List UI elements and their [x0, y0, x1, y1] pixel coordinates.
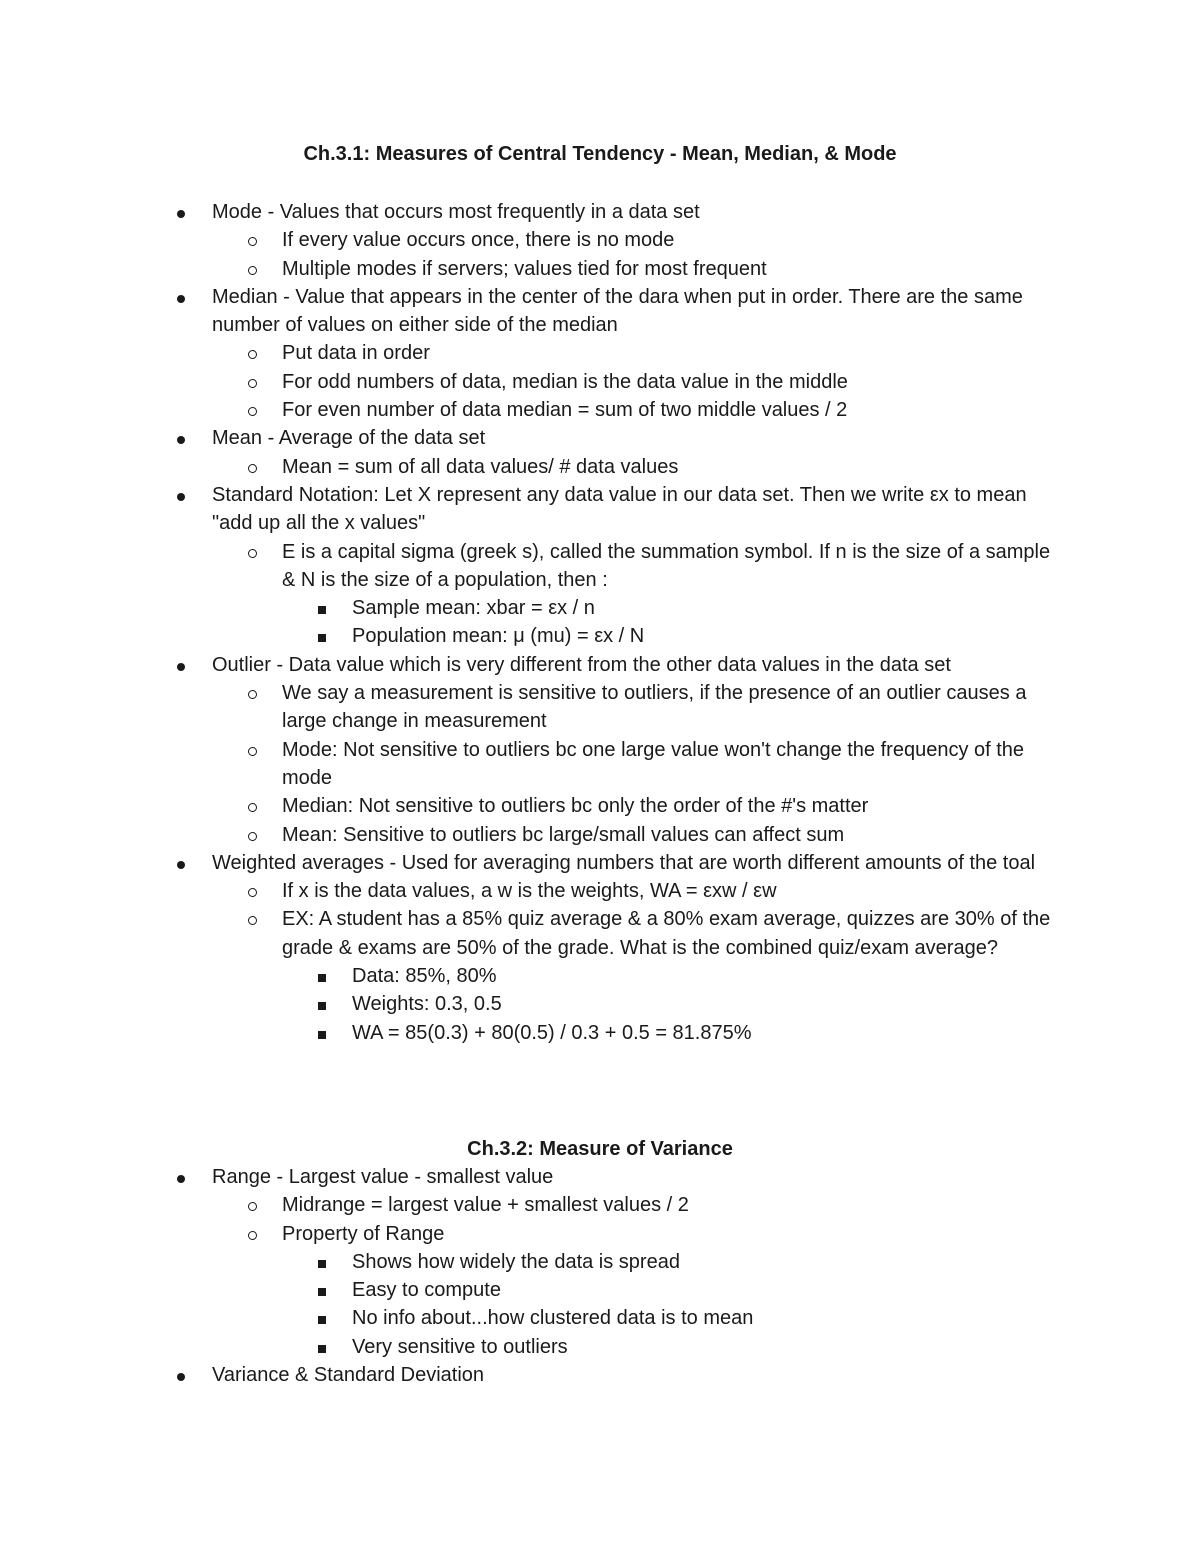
circle-bullet-icon: [248, 453, 257, 481]
square-bullet-icon: [318, 1304, 326, 1332]
list-item-text: EX: A student has a 85% quiz average & a 80% exam average, quizzes are 30% of the grade & exams are 50% of the grade. What is the combined quiz/exam average?: [282, 908, 1051, 959]
list-item-text: Mode: Not sensitive to outliers bc one large value won't change the frequency of the mode: [282, 738, 1025, 789]
list-item: [0, 255, 1062, 283]
list-item-text: We say a measurement is sensitive to outliers, if the presence of an outlier causes a large change in measurement: [282, 682, 1027, 733]
list-item-text: Median: Not sensitive to outliers bc only the order of the #'s matter: [282, 795, 869, 818]
list-item-text: For odd numbers of data, median is the data value in the middle: [282, 370, 848, 393]
list-item: [0, 792, 1062, 820]
list-item-text: Very sensitive to outliers: [352, 1335, 568, 1358]
list-item: [0, 1361, 1062, 1389]
circle-bullet-icon: [248, 821, 257, 849]
list-item-text: Weighted averages - Used for averaging numbers that are worth different amounts of the toal: [212, 851, 1036, 874]
list-item-text: For even number of data median = sum of two middle values / 2: [282, 399, 848, 422]
square-bullet-icon: [318, 594, 326, 622]
list-item-text: Put data in order: [282, 342, 430, 365]
list-item-text: WA = 85(0.3) + 80(0.5) / 0.3 + 0.5 = 81.875%: [352, 1021, 752, 1044]
list-item-text: Mean - Average of the data set: [212, 427, 486, 450]
square-bullet-icon: [318, 1276, 326, 1304]
list-item: [0, 990, 1052, 1018]
list-item-text: Median - Value that appears in the center of the dara when put in order. There are the same number of values on either side of the median: [212, 285, 1023, 337]
list-item-text: Outlier - Data value which is very different from the other data values in the data set: [212, 653, 951, 676]
list-item: [0, 1019, 1052, 1047]
square-bullet-icon: [318, 962, 326, 990]
circle-bullet-icon: [248, 679, 257, 707]
list-item: [0, 198, 1062, 226]
disc-bullet-icon: [177, 849, 185, 877]
list-item: [0, 283, 1062, 340]
square-bullet-icon: [318, 622, 326, 650]
list-item-text: If every value occurs once, there is no mode: [282, 229, 675, 252]
circle-bullet-icon: [248, 877, 257, 905]
circle-bullet-icon: [248, 736, 257, 764]
list-item: [0, 736, 1062, 793]
disc-bullet-icon: [177, 283, 185, 311]
list-item-text: If x is the data values, a w is the weights, WA = εxw / εw: [282, 880, 777, 903]
circle-bullet-icon: [248, 1191, 257, 1219]
list-item: [0, 877, 1062, 905]
list-item: [0, 821, 1062, 849]
list-item-text: Shows how widely the data is spread: [352, 1250, 680, 1273]
list-item: [0, 679, 1062, 736]
disc-bullet-icon: [177, 424, 185, 452]
list-item: [0, 849, 1062, 877]
disc-bullet-icon: [177, 198, 185, 226]
list-item-text: Mean = sum of all data values/ # data values: [282, 455, 679, 478]
list-item: [0, 962, 1052, 990]
list-item: [0, 481, 1062, 538]
square-bullet-icon: [318, 990, 326, 1018]
list-item: [0, 538, 1062, 595]
section-2-list: [0, 1163, 1200, 1389]
list-item: [0, 905, 1062, 962]
list-item: [0, 594, 1052, 622]
list-item: [0, 424, 1062, 452]
disc-bullet-icon: [177, 651, 185, 679]
disc-bullet-icon: [177, 1163, 185, 1191]
list-item: [0, 453, 1062, 481]
circle-bullet-icon: [248, 792, 257, 820]
list-item: [0, 368, 1062, 396]
square-bullet-icon: [318, 1333, 326, 1361]
list-item-text: Sample mean: xbar = εx / n: [352, 597, 595, 620]
list-item: [0, 1304, 1052, 1332]
list-item-text: Data: 85%, 80%: [352, 965, 497, 988]
section-1-title: Ch.3.1: Measures of Central Tendency - Mean, Median, & Mode: [303, 143, 897, 165]
list-item-text: Mode - Values that occurs most frequently in a data set: [212, 201, 700, 223]
list-item-text: Property of Range: [282, 1222, 445, 1245]
list-item-text: Weights: 0.3, 0.5: [352, 993, 502, 1016]
section-1-list: [0, 198, 1200, 1047]
list-item-text: Range - Largest value - smallest value: [212, 1166, 554, 1188]
disc-bullet-icon: [177, 1361, 185, 1389]
list-item: [0, 1220, 1062, 1248]
list-item: [0, 1333, 1052, 1361]
list-item-text: Population mean: μ (mu) = εx / N: [352, 625, 645, 648]
circle-bullet-icon: [248, 538, 257, 566]
disc-bullet-icon: [177, 481, 185, 509]
list-item: [0, 651, 1062, 679]
circle-bullet-icon: [248, 255, 257, 283]
square-bullet-icon: [318, 1019, 326, 1047]
list-item: [0, 622, 1052, 650]
list-item: [0, 396, 1062, 424]
list-item: [0, 226, 1062, 254]
section-2-title: Ch.3.2: Measure of Variance: [467, 1138, 733, 1160]
list-item-text: Easy to compute: [352, 1279, 501, 1302]
square-bullet-icon: [318, 1248, 326, 1276]
list-item-text: E is a capital sigma (greek s), called the summation symbol. If n is the size of a sample & N is the size of a population, then :: [282, 540, 1051, 591]
list-item: [0, 1191, 1062, 1219]
circle-bullet-icon: [248, 368, 257, 396]
list-item-text: Midrange = largest value + smallest values / 2: [282, 1194, 689, 1217]
list-item-text: Variance & Standard Deviation: [212, 1364, 485, 1387]
list-item-text: Multiple modes if servers; values tied for most frequent: [282, 257, 767, 280]
circle-bullet-icon: [248, 226, 257, 254]
list-item-text: Mean: Sensitive to outliers bc large/small values can affect sum: [282, 823, 845, 846]
list-item: [0, 1276, 1052, 1304]
circle-bullet-icon: [248, 905, 257, 933]
list-item: [0, 1163, 1062, 1191]
circle-bullet-icon: [248, 339, 257, 367]
list-item: [0, 339, 1062, 367]
list-item-text: Standard Notation: Let X represent any data value in our data set. Then we write εx to mean "add up all the x values": [212, 483, 1027, 535]
circle-bullet-icon: [248, 396, 257, 424]
circle-bullet-icon: [248, 1220, 257, 1248]
list-item-text: No info about...how clustered data is to mean: [352, 1307, 754, 1330]
list-item: [0, 1248, 1052, 1276]
